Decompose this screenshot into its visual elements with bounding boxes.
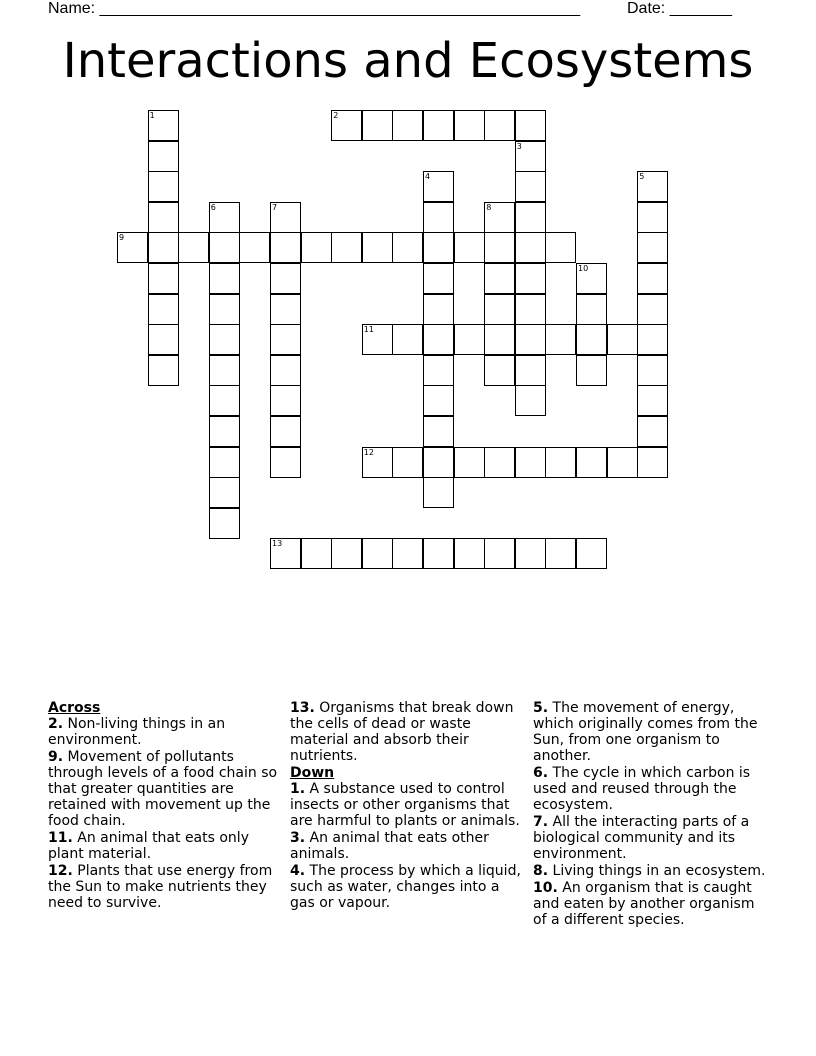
clue-number: 10. <box>533 880 558 896</box>
grid-cell[interactable] <box>454 538 485 569</box>
grid-cell[interactable] <box>148 263 179 294</box>
clue-number: 11. <box>48 830 73 846</box>
clue-down <box>533 863 769 879</box>
grid-cell[interactable] <box>423 294 454 325</box>
grid-cell[interactable] <box>484 355 515 386</box>
grid-cell[interactable] <box>148 110 179 141</box>
grid-cell[interactable] <box>576 263 607 294</box>
grid-cell[interactable] <box>545 324 576 355</box>
grid-cell[interactable] <box>637 355 668 386</box>
grid-cell[interactable] <box>454 324 485 355</box>
grid-cell[interactable] <box>515 110 546 141</box>
grid-cell[interactable] <box>637 294 668 325</box>
clue-across <box>290 700 526 764</box>
grid-cell[interactable] <box>209 508 240 539</box>
grid-cell[interactable] <box>331 232 362 263</box>
grid-cell[interactable] <box>209 355 240 386</box>
clue-number: 6. <box>533 765 549 781</box>
cell-number: 2 <box>333 111 339 120</box>
grid-cell[interactable] <box>209 477 240 508</box>
grid-cell[interactable] <box>270 263 301 294</box>
grid-cell[interactable] <box>607 447 638 478</box>
grid-cell[interactable] <box>637 202 668 233</box>
clue-text: The movement of energy, which originally comes from the Sun, from one organism to another. <box>533 700 758 764</box>
clue-down <box>533 880 769 928</box>
grid-cell[interactable] <box>209 232 240 263</box>
clue-number: 5. <box>533 700 549 716</box>
grid-cell[interactable] <box>362 232 393 263</box>
cell-number: 7 <box>272 202 278 212</box>
grid-cell[interactable] <box>637 416 668 447</box>
grid-cell[interactable] <box>454 232 485 263</box>
grid-cell[interactable] <box>423 477 454 508</box>
name-field-label[interactable]: Name: ______________________________________________________ <box>48 0 581 17</box>
clue-text: An animal that eats only plant material. <box>48 830 249 862</box>
grid-cell[interactable] <box>484 263 515 294</box>
grid-cell[interactable] <box>515 355 546 386</box>
grid-cell[interactable] <box>270 538 301 569</box>
grid-cell[interactable] <box>515 324 546 355</box>
grid-cell[interactable] <box>515 171 546 202</box>
cell-number: 11 <box>363 325 374 335</box>
clue-across <box>48 716 284 748</box>
grid-cell[interactable] <box>423 110 454 141</box>
grid-cell[interactable] <box>637 324 668 355</box>
grid-cell[interactable] <box>515 202 546 233</box>
grid-cell[interactable] <box>423 355 454 386</box>
grid-cell[interactable] <box>209 202 240 233</box>
clue-across <box>48 863 284 911</box>
clue-across <box>48 830 284 862</box>
clue-number: 12. <box>48 863 73 879</box>
grid-cell[interactable] <box>301 232 332 263</box>
grid-cell[interactable] <box>362 324 393 355</box>
grid-cell[interactable] <box>423 385 454 416</box>
clue-number: 3. <box>290 830 306 846</box>
grid-cell[interactable] <box>392 447 423 478</box>
grid-cell[interactable] <box>423 263 454 294</box>
clue-text: Plants that use energy from the Sun to make nutrients they need to survive. <box>48 863 273 911</box>
grid-cell[interactable] <box>515 141 546 172</box>
cell-number: 3 <box>516 141 522 151</box>
grid-cell[interactable] <box>637 263 668 294</box>
grid-cell[interactable] <box>423 416 454 447</box>
grid-cell[interactable] <box>484 202 515 233</box>
grid-cell[interactable] <box>576 355 607 386</box>
grid-cell[interactable] <box>362 110 393 141</box>
grid-cell[interactable] <box>270 385 301 416</box>
grid-cell[interactable] <box>270 355 301 386</box>
clue-across <box>48 749 284 829</box>
grid-cell[interactable] <box>423 538 454 569</box>
clue-down <box>533 814 769 862</box>
grid-cell[interactable] <box>178 232 209 263</box>
clue-text: Movement of pollutants through levels of a food chain so that greater quantities are retained with movement up the food chain. <box>48 749 278 829</box>
grid-cell[interactable] <box>454 110 485 141</box>
grid-cell[interactable] <box>423 324 454 355</box>
grid-cell[interactable] <box>270 202 301 233</box>
cell-number: 8 <box>486 202 492 212</box>
grid-cell[interactable] <box>148 141 179 172</box>
grid-cell[interactable] <box>239 232 270 263</box>
page-title: Interactions and Ecosystems <box>62 33 754 89</box>
grid-cell[interactable] <box>270 447 301 478</box>
grid-cell[interactable] <box>270 416 301 447</box>
grid-cell[interactable] <box>637 385 668 416</box>
date-field-label[interactable]: Date: _______ <box>627 0 732 17</box>
grid-cell[interactable] <box>545 232 576 263</box>
down-heading: Down <box>290 765 335 781</box>
clue-number: 2. <box>48 716 64 732</box>
clue-text: Organisms that break down the cells of dead or waste material and absorb their nutrients. <box>290 700 514 764</box>
grid-cell[interactable] <box>209 447 240 478</box>
grid-cell[interactable] <box>209 385 240 416</box>
grid-cell[interactable] <box>148 202 179 233</box>
grid-cell[interactable] <box>423 171 454 202</box>
grid-cell[interactable] <box>545 538 576 569</box>
grid-cell[interactable] <box>576 324 607 355</box>
grid-cell[interactable] <box>515 294 546 325</box>
grid-cell[interactable] <box>423 202 454 233</box>
clues-column-3 <box>533 700 769 929</box>
grid-cell[interactable] <box>637 232 668 263</box>
clue-text: The process by which a liquid, such as water, changes into a gas or vapour. <box>290 863 521 911</box>
grid-cell[interactable] <box>515 447 546 478</box>
clue-down <box>533 700 769 764</box>
grid-cell[interactable] <box>301 538 332 569</box>
grid-cell[interactable] <box>392 232 423 263</box>
grid-cell[interactable] <box>392 110 423 141</box>
clue-number: 13. <box>290 700 315 716</box>
grid-cell[interactable] <box>515 538 546 569</box>
grid-cell[interactable] <box>148 294 179 325</box>
grid-cell[interactable] <box>515 232 546 263</box>
grid-cell[interactable] <box>576 294 607 325</box>
cell-number: 13 <box>272 539 283 549</box>
grid-cell[interactable] <box>148 171 179 202</box>
grid-cell[interactable] <box>392 538 423 569</box>
clue-number: 9. <box>48 749 64 765</box>
grid-cell[interactable] <box>331 538 362 569</box>
grid-cell[interactable] <box>117 232 148 263</box>
grid-cell[interactable] <box>576 538 607 569</box>
clue-number: 1. <box>290 781 306 797</box>
clue-down <box>290 863 526 911</box>
clues-column-2 <box>290 700 526 912</box>
clue-down <box>533 765 769 813</box>
across-heading: Across <box>48 700 101 716</box>
cell-number: 12 <box>363 447 374 457</box>
clue-down <box>290 781 526 829</box>
grid-cell[interactable] <box>362 447 393 478</box>
clue-text: An animal that eats other animals. <box>290 830 489 862</box>
clue-text: All the interacting parts of a biological community and its environment. <box>533 814 750 862</box>
cell-number: 6 <box>210 202 216 212</box>
grid-cell[interactable] <box>637 171 668 202</box>
cell-number: 5 <box>639 172 645 182</box>
grid-cell[interactable] <box>209 263 240 294</box>
grid-cell[interactable] <box>454 447 485 478</box>
grid-cell[interactable] <box>484 538 515 569</box>
grid-cell[interactable] <box>515 385 546 416</box>
clue-text: An organism that is caught and eaten by another organism of a different species. <box>533 880 755 928</box>
grid-cell[interactable] <box>331 110 362 141</box>
grid-cell[interactable] <box>484 447 515 478</box>
cell-number: 1 <box>149 111 155 120</box>
grid-cell[interactable] <box>148 232 179 263</box>
clues-column-1 <box>48 700 284 912</box>
grid-cell[interactable] <box>270 294 301 325</box>
grid-cell[interactable] <box>484 110 515 141</box>
cell-number: 9 <box>119 233 125 243</box>
grid-cell[interactable] <box>148 355 179 386</box>
cell-number: 4 <box>425 172 431 182</box>
grid-cell[interactable] <box>576 447 607 478</box>
grid-cell[interactable] <box>484 324 515 355</box>
grid-cell[interactable] <box>607 324 638 355</box>
grid-cell[interactable] <box>209 324 240 355</box>
cell-number: 10 <box>578 264 589 273</box>
grid-cell[interactable] <box>637 447 668 478</box>
clue-text: The cycle in which carbon is used and reused through the ecosystem. <box>533 765 751 813</box>
clue-number: 7. <box>533 814 549 830</box>
grid-cell[interactable] <box>423 232 454 263</box>
clue-text: A substance used to control insects or other organisms that are harmful to plants or animals. <box>290 781 520 829</box>
grid-cell[interactable] <box>209 294 240 325</box>
grid-cell[interactable] <box>545 447 576 478</box>
grid-cell[interactable] <box>270 232 301 263</box>
grid-cell[interactable] <box>484 294 515 325</box>
grid-cell[interactable] <box>148 324 179 355</box>
clue-text: Non-living things in an environment. <box>48 716 226 748</box>
grid-cell[interactable] <box>423 447 454 478</box>
grid-cell[interactable] <box>515 263 546 294</box>
clue-down <box>290 830 526 862</box>
grid-cell[interactable] <box>362 538 393 569</box>
grid-cell[interactable] <box>209 416 240 447</box>
grid-cell[interactable] <box>484 232 515 263</box>
clue-number: 4. <box>290 863 306 879</box>
clue-text: Living things in an ecosystem. <box>552 863 766 879</box>
grid-cell[interactable] <box>270 324 301 355</box>
clue-number: 8. <box>533 863 549 879</box>
grid-cell[interactable] <box>392 324 423 355</box>
